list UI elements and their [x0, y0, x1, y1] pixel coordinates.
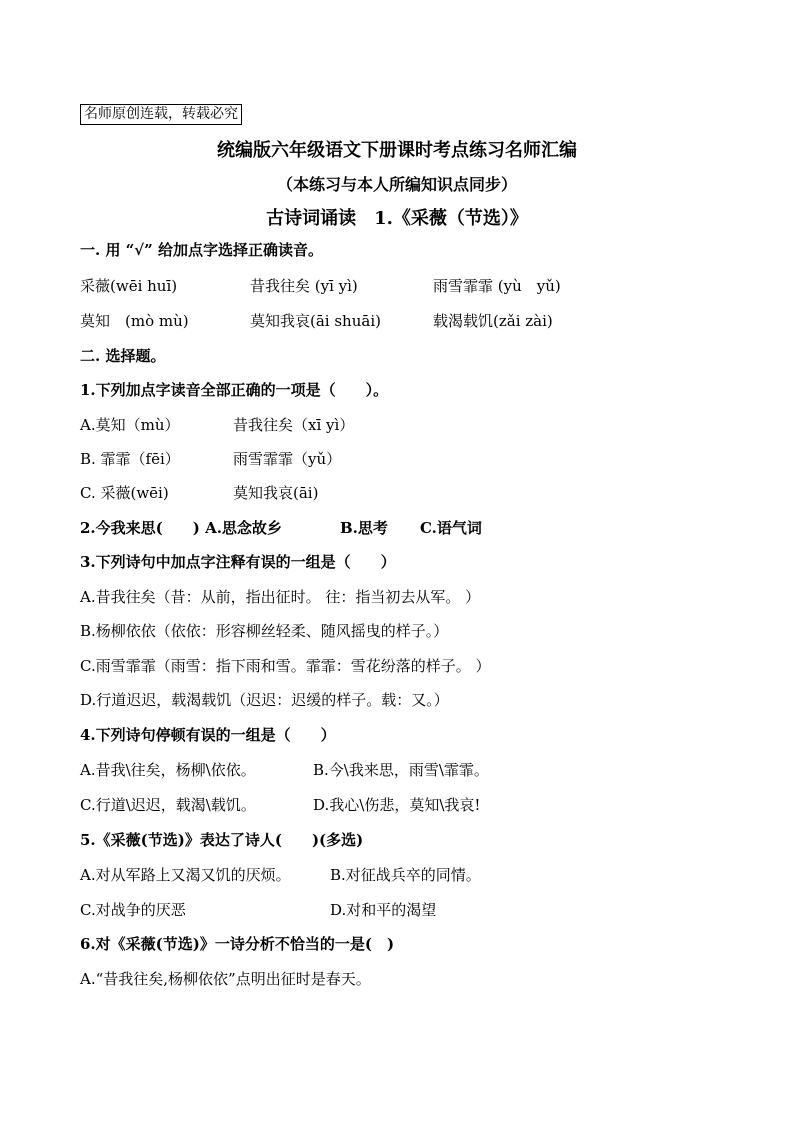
question-stem: 6.对《采薇(节选)》一诗分析不恰当的一是( ): [80, 935, 395, 953]
option-b: B. 霏霏（fēi）: [80, 450, 180, 468]
question-stem: 1.下列加点字读音全部正确的一项是（ ）。: [80, 381, 389, 399]
lesson-title: 古诗词诵读 1.《采薇（节选）》: [266, 208, 528, 229]
page-title: 统编版六年级语文下册课时考点练习名师汇编: [217, 140, 577, 161]
option-b: B.今\我来思，雨雪\霏霏。: [313, 761, 489, 779]
option-c: C.对战争的厌恶: [80, 901, 186, 919]
section2-heading: 二. 选择题。: [80, 347, 166, 365]
pinyin-item: 载渴载饥(zǎi zài): [433, 312, 553, 330]
question-stem: 2.今我来思( ) A.思念故乡: [80, 519, 282, 537]
question-stem: 3.下列诗句中加点字注释有误的一组是（ ）: [80, 553, 396, 571]
option-c-extra: 莫知我哀(āi): [233, 484, 319, 502]
option-a: A.对从军路上又渴又饥的厌烦。: [80, 866, 291, 884]
option-b: B.杨柳依依（依依：形容柳丝轻柔、随风摇曳的样子。）: [80, 622, 449, 640]
option-d: D.对和平的渴望: [330, 901, 437, 919]
copyright-notice: 名师原创连载，转载必究: [80, 104, 242, 125]
option-c: C.语气词: [420, 519, 482, 537]
option-c: C. 采薇(wēi): [80, 484, 169, 502]
option-c: C.行道\迟迟，载渴\载饥。: [80, 796, 256, 814]
option-d: D.行道迟迟，载渴载饥（迟迟：迟缓的样子。载：又。）: [80, 691, 449, 709]
option-a: A.昔我往矣（昔：从前，指出征时。 往：指当初去从军。 ）: [80, 588, 481, 606]
option-a: A.“昔我往矣,杨柳依依”点明出征时是春天。: [80, 970, 371, 988]
pinyin-item: 昔我往矣 (yī yì): [250, 277, 358, 295]
option-a-extra: 昔我往矣（xī yì）: [233, 416, 355, 434]
option-d: D.我心\伤悲，莫知\我哀!: [313, 796, 481, 814]
option-a: A.昔我\往矣，杨柳\依依。: [80, 761, 256, 779]
page-subtitle: （本练习与本人所编知识点同步）: [276, 175, 517, 194]
question-stem: 5.《采薇(节选)》表达了诗人( )(多选): [80, 831, 364, 849]
option-b: B.对征战兵卒的同情。: [330, 866, 481, 884]
pinyin-item: 雨雪霏霏 (yù yǔ): [433, 277, 561, 295]
section1-heading: 一. 用 “√” 给加点字选择正确读音。: [80, 241, 324, 259]
option-b-extra: 雨雪霏霏（yǔ）: [233, 450, 342, 468]
pinyin-item: 采薇(wēi huī): [80, 277, 178, 295]
question-stem: 4.下列诗句停顿有误的一组是（ ）: [80, 726, 336, 744]
option-c: C.雨雪霏霏（雨雪：指下雨和雪。霏霏：雪花纷落的样子。 ）: [80, 657, 491, 675]
option-a: A.莫知（mù）: [80, 416, 180, 434]
pinyin-item: 莫知我哀(āi shuāi): [250, 312, 381, 330]
pinyin-item: 莫知 (mò mù): [80, 312, 189, 330]
option-b: B.思考: [340, 519, 388, 537]
